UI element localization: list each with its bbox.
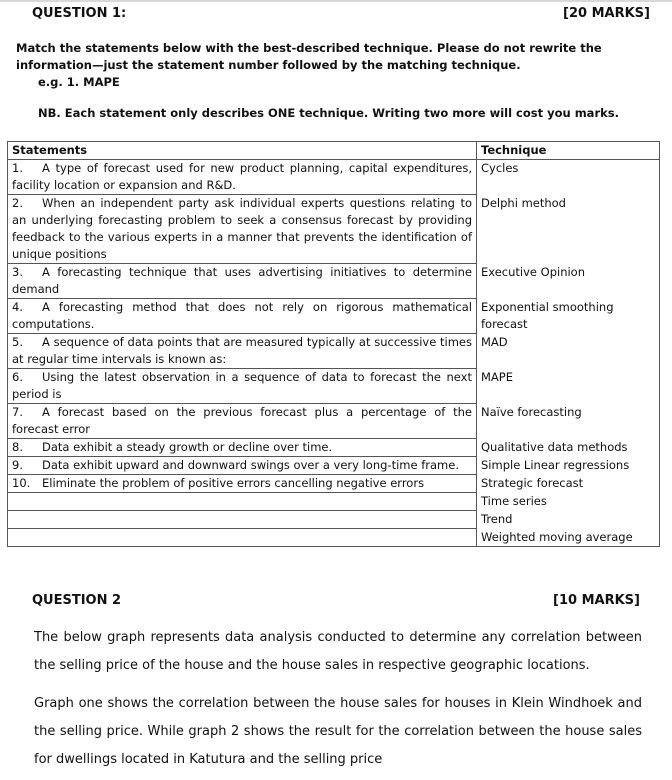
technique-cell: MAPE: [477, 369, 660, 404]
table-row: [8, 369, 660, 404]
matching-table: [7, 141, 660, 547]
technique-cell: Qualitative data methods: [477, 439, 660, 457]
technique-cell: Trend: [477, 511, 660, 529]
statement-text: A type of forecast used for new product planning, capital expenditures, facility location or expansion and R&D.: [12, 161, 472, 192]
technique-cell: Time series: [477, 493, 660, 511]
statement-cell: [8, 529, 477, 547]
statement-text: Data exhibit a steady growth or decline over time.: [42, 440, 333, 454]
question2-header: [32, 593, 640, 608]
statement-cell: [8, 493, 477, 511]
table-row: [8, 475, 660, 493]
table-row: [8, 511, 660, 529]
statement-text: A sequence of data points that are measured typically at successive times at regular time intervals is known as:: [12, 335, 472, 366]
technique-cell: Executive Opinion: [477, 264, 660, 299]
statement-text: A forecasting technique that uses advertising initiatives to determine demand: [12, 265, 472, 296]
table-row: [8, 264, 660, 299]
statement-text: Using the latest observation in a sequence of data to forecast the next period is: [12, 370, 472, 401]
table-body: [8, 160, 660, 547]
technique-cell: Strategic forecast: [477, 475, 660, 493]
statement-number: 9.: [12, 458, 23, 472]
statement-cell: [8, 475, 477, 493]
statement-cell: [8, 195, 477, 264]
statement-cell: [8, 457, 477, 475]
statement-number: 6.: [12, 370, 23, 384]
statement-number: 8.: [12, 440, 23, 454]
table-row: [8, 195, 660, 264]
question2-title: QUESTION 2: [32, 593, 122, 608]
statement-text: Eliminate the problem of positive errors cancelling negative errors: [42, 476, 425, 490]
table-row: [8, 299, 660, 334]
statement-cell: [8, 264, 477, 299]
statement-text: When an independent party ask individual experts questions relating to an underlying forecasting problem to seek a consensus forecast by providing feedback to the various experts in a manner that prevents the identification of unique positions: [12, 196, 472, 261]
table-row: [8, 334, 660, 369]
statement-number: 3.: [12, 265, 23, 279]
table-header-row: [8, 142, 660, 160]
question1-instruction: Match the statements below with the best-described technique. Please do not rewrite the information—just the statement number followed by the matching technique.: [16, 41, 602, 72]
statement-cell: [8, 439, 477, 457]
statement-number: 10.: [12, 476, 31, 490]
statement-text: A forecast based on the previous forecast plus a percentage of the forecast error: [12, 405, 472, 436]
question1-header: [32, 6, 650, 24]
technique-cell: Exponential smoothing forecast: [477, 299, 660, 334]
question2-marks: [10 MARKS]: [553, 593, 640, 608]
top-rule: [0, 0, 672, 2]
statement-number: 4.: [12, 300, 23, 314]
question1-example: e.g. 1. MAPE: [38, 75, 120, 89]
statement-number: 7.: [12, 405, 23, 419]
statement-cell: [8, 511, 477, 529]
statement-number: 1.: [12, 161, 23, 175]
statement-text: Data exhibit upward and downward swings over a very long-time frame.: [42, 458, 459, 472]
question1-note: NB. Each statement only describes ONE technique. Writing two more will cost you marks.: [38, 106, 619, 120]
question2-paragraph-2: Graph one shows the correlation between the house sales for houses in Klein Windhoek and the selling price. While graph 2 shows the result for the correlation between the house sales for dwellings located in Katutura and the selling price: [34, 696, 642, 767]
table-row: [8, 457, 660, 475]
table-row: [8, 404, 660, 439]
statement-cell: [8, 404, 477, 439]
question1-title: QUESTION 1:: [32, 6, 127, 21]
table-row: [8, 439, 660, 457]
table-row: [8, 493, 660, 511]
table-row: [8, 160, 660, 195]
technique-cell: Simple Linear regressions: [477, 457, 660, 475]
technique-cell: Delphi method: [477, 195, 660, 264]
statement-cell: [8, 299, 477, 334]
technique-cell: Weighted moving average: [477, 529, 660, 547]
question1-marks: [20 MARKS]: [563, 6, 650, 21]
technique-cell: Cycles: [477, 160, 660, 195]
statement-cell: [8, 369, 477, 404]
statement-number: 2.: [12, 196, 23, 210]
technique-cell: Naïve forecasting: [477, 404, 660, 439]
technique-header: Technique: [477, 142, 660, 160]
statements-header: Statements: [8, 142, 477, 160]
statement-text: A forecasting method that does not rely on rigorous mathematical computations.: [12, 300, 472, 331]
table-row: [8, 529, 660, 547]
question2-paragraph-1: The below graph represents data analysis conducted to determine any correlation between the selling price of the house and the house sales in respective geographic locations.: [34, 630, 642, 673]
statement-cell: [8, 334, 477, 369]
technique-cell: MAD: [477, 334, 660, 369]
statement-number: 5.: [12, 335, 23, 349]
statement-cell: [8, 160, 477, 195]
